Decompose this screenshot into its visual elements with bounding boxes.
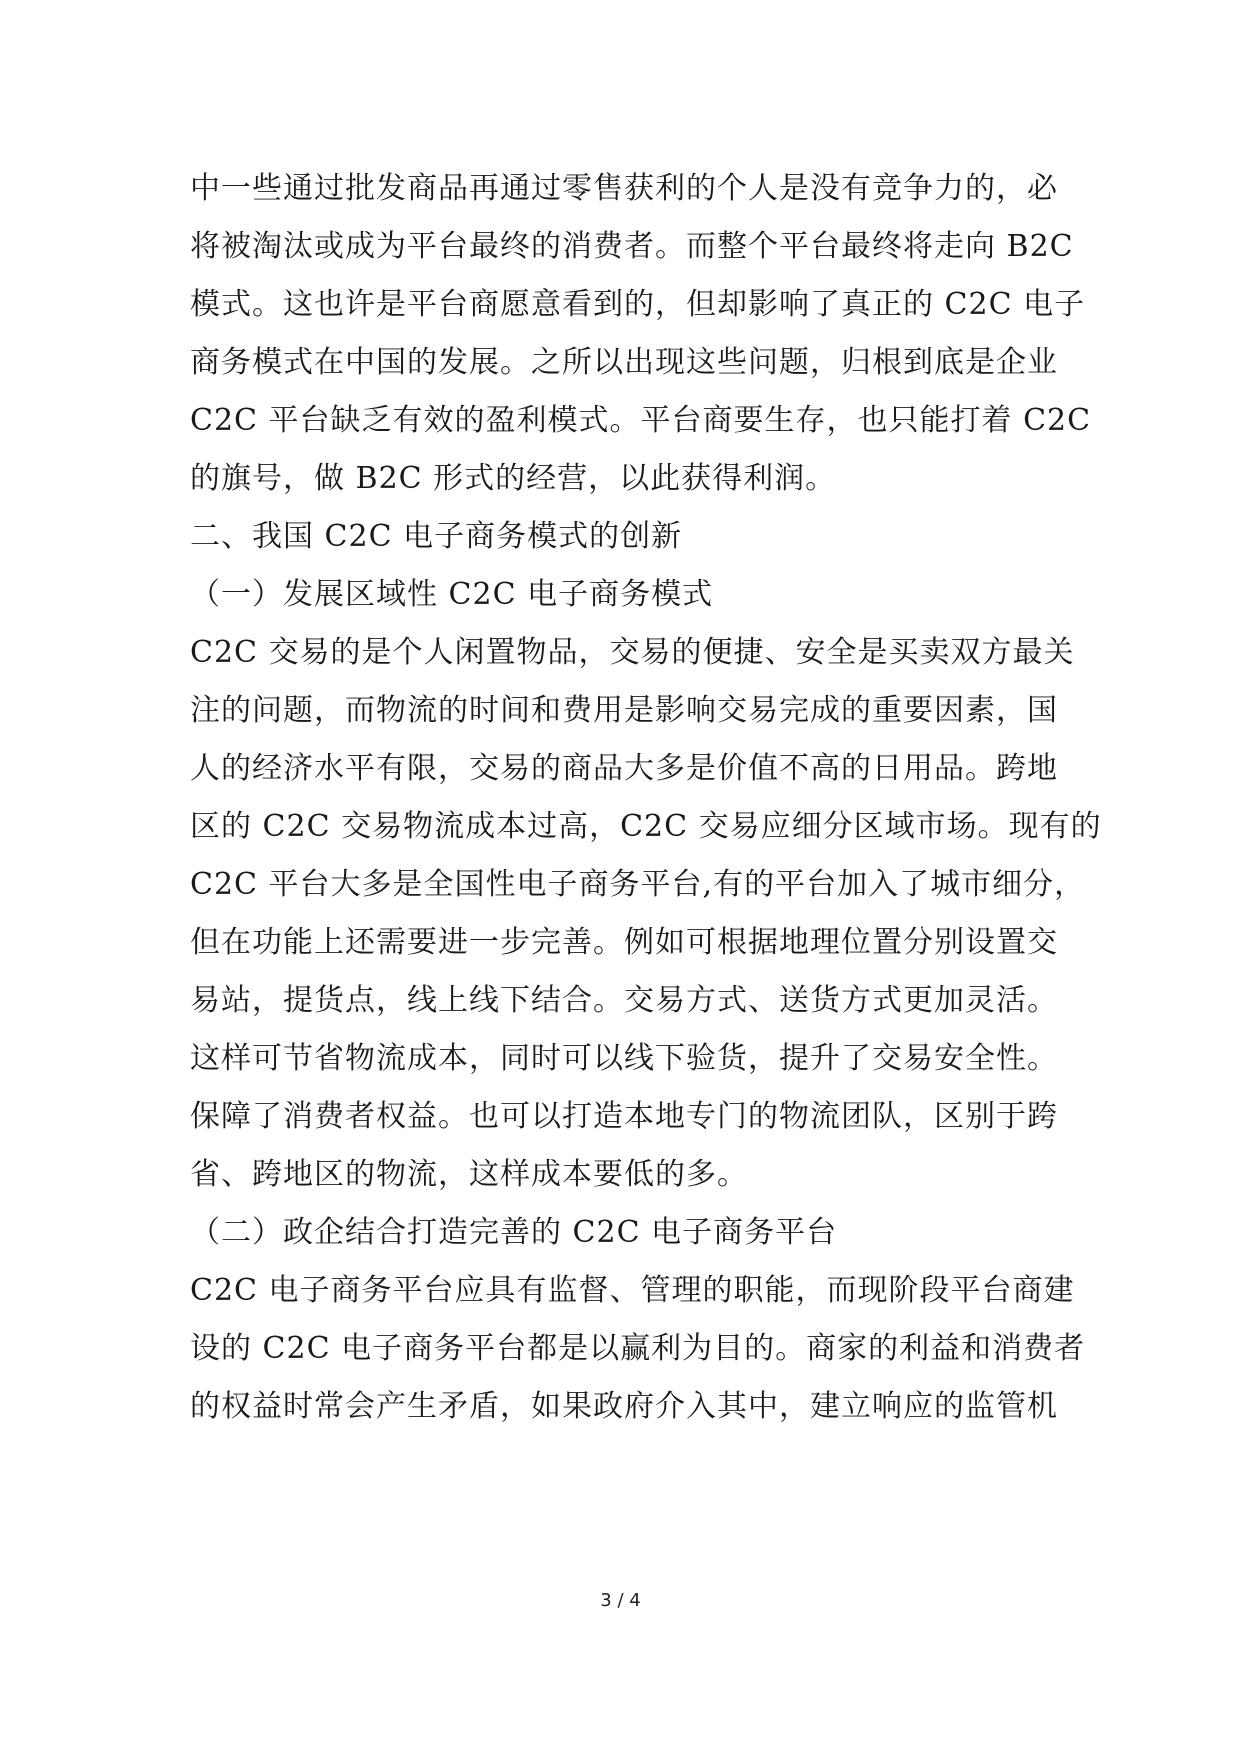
paragraph-line: C2C 交易的是个人闲置物品，交易的便捷、安全是买卖双方最关 <box>190 635 1075 670</box>
subsection-heading: （一）发展区域性 C2C 电子商务模式 <box>190 577 714 612</box>
paragraph-line: 的旗号，做 B2C 形式的经营，以此获得利润。 <box>190 461 837 496</box>
paragraph-line: 这样可节省物流成本，同时可以线下验货，提升了交易安全性。 <box>190 1041 1058 1076</box>
paragraph-line: C2C 电子商务平台应具有监督、管理的职能，而现阶段平台商建 <box>190 1273 1075 1308</box>
paragraph-line: 区的 C2C 交易物流成本过高，C2C 交易应细分区域市场。现有的 <box>190 809 1102 844</box>
paragraph-line: 注的问题，而物流的时间和费用是影响交易完成的重要因素，国 <box>190 693 1058 728</box>
paragraph-line: C2C 平台缺乏有效的盈利模式。平台商要生存，也只能打着 C2C <box>190 403 1092 438</box>
paragraph-line: 模式。这也许是平台商愿意看到的，但却影响了真正的 C2C 电子 <box>190 287 1086 322</box>
document-body <box>190 160 1102 1436</box>
paragraph-line: 易站，提货点，线上线下结合。交易方式、送货方式更加灵活。 <box>190 983 1058 1018</box>
paragraph-line: 设的 C2C 电子商务平台都是以赢利为目的。商家的利益和消费者 <box>190 1331 1086 1366</box>
paragraph-line: 人的经济水平有限，交易的商品大多是价值不高的日用品。跨地 <box>190 751 1058 786</box>
paragraph-line: 中一些通过批发商品再通过零售获利的个人是没有竞争力的，必 <box>190 171 1058 206</box>
subsection-heading: （二）政企结合打造完善的 C2C 电子商务平台 <box>190 1215 838 1250</box>
paragraph-line: 商务模式在中国的发展。之所以出现这些问题，归根到底是企业 <box>190 345 1058 380</box>
paragraph-line: 省、跨地区的物流，这样成本要低的多。 <box>190 1157 748 1192</box>
paragraph-line: C2C 平台大多是全国性电子商务平台,有的平台加入了城市细分， <box>190 867 1086 902</box>
section-heading: 二、我国 C2C 电子商务模式的创新 <box>190 519 683 554</box>
page-number: 3 / 4 <box>600 1590 641 1611</box>
paragraph-line: 保障了消费者权益。也可以打造本地专门的物流团队，区别于跨 <box>190 1099 1058 1134</box>
paragraph-line: 但在功能上还需要进一步完善。例如可根据地理位置分别设置交 <box>190 925 1058 960</box>
paragraph-line: 的权益时常会产生矛盾，如果政府介入其中，建立响应的监管机 <box>190 1389 1058 1424</box>
paragraph-line: 将被淘汰或成为平台最终的消费者。而整个平台最终将走向 B2C <box>190 229 1074 264</box>
